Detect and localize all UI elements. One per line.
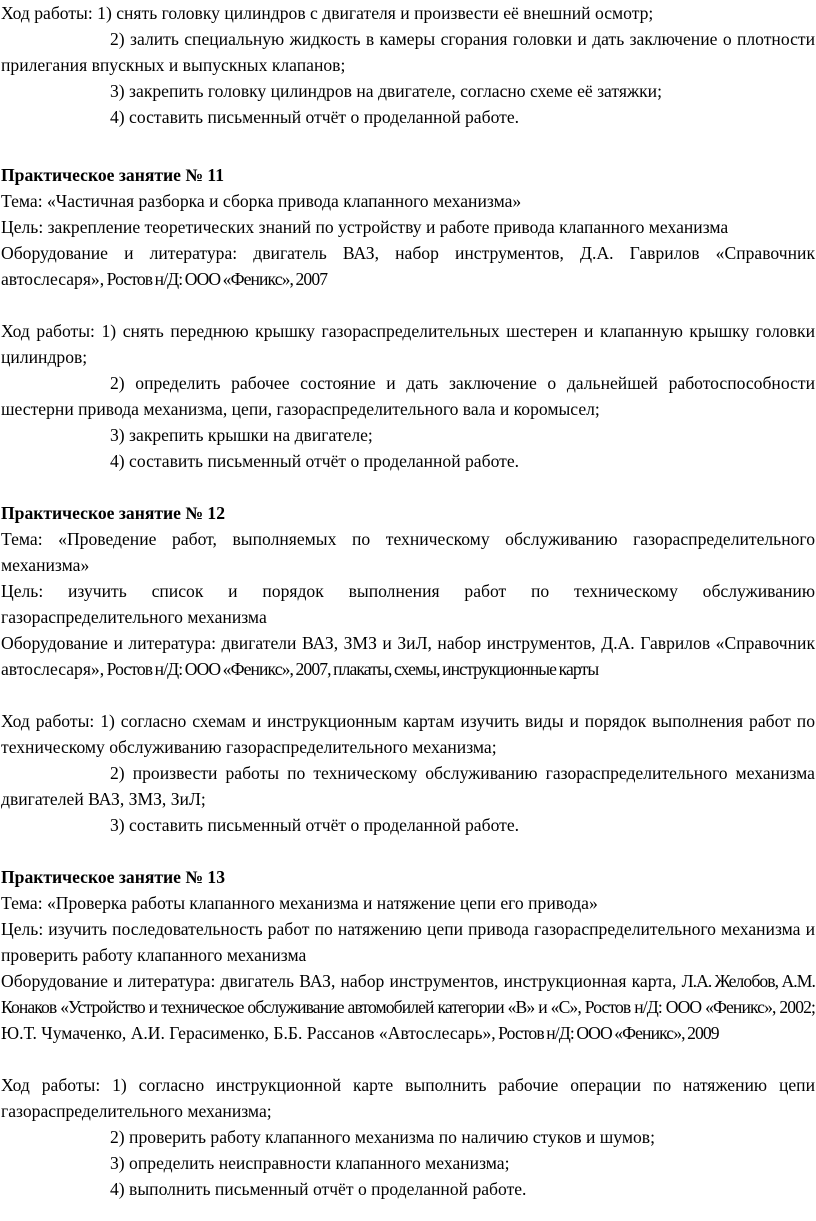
- spacer: [1, 1046, 815, 1072]
- section-heading: Практическое занятие № 12: [1, 503, 226, 523]
- work-step: 3) составить письменный отчёт о проделанной работе.: [110, 815, 520, 835]
- section-heading: Практическое занятие № 11: [1, 165, 225, 185]
- work-step: 4) составить письменный отчёт о проделанной работе.: [110, 451, 520, 471]
- work-procedure-lead: Ход работы: 1) снять головку цилиндров с двигателя и произвести её внешний осмотр;: [1, 3, 654, 23]
- equipment-line: [1, 968, 815, 1046]
- equipment-line: [1, 240, 815, 292]
- equipment-publisher: Ростов н/Д: ООО «Феникс», 2009: [495, 1023, 719, 1043]
- spacer: [1, 292, 815, 318]
- equipment-text: Оборудование и литература: двигатель ВАЗ, набор инструментов, инструкционная карта,: [1, 971, 682, 991]
- spacer: [1, 682, 815, 708]
- topic-line: Тема: «Проверка работы клапанного механизма и натяжение цепи его привода»: [1, 893, 598, 913]
- goal-line: Цель: изучить список и порядок выполнения работ по техническому обслуживанию газораспределительного механизма: [1, 581, 815, 627]
- goal-line: Цель: закрепление теоретических знаний по устройству и работе привода клапанного механизма: [1, 217, 729, 237]
- goal-line: Цель: изучить последовательность работ по натяжению цепи привода газораспределительного механизма и проверить работу клапанного механизма: [1, 919, 815, 965]
- equipment-line: [1, 630, 815, 682]
- work-step: 2) проверить работу клапанного механизма по наличию стуков и шумов;: [110, 1127, 656, 1147]
- work-step: 3) закрепить головку цилиндров на двигателе, согласно схеме её затяжки;: [110, 81, 662, 101]
- spacer: [1, 474, 815, 500]
- equipment-text: Оборудование и литература: двигатели ВАЗ, ЗМЗ и ЗиЛ, набор инструментов, Д.А. Гаврилов «Справочник автослесаря»,: [1, 633, 815, 679]
- work-step: 4) составить письменный отчёт о проделанной работе.: [110, 107, 520, 127]
- topic-line: Тема: «Проведение работ, выполняемых по техническому обслуживанию газораспределительного механизма»: [1, 529, 815, 575]
- equipment-reference: Ю.Т. Чумаченко, А.И. Герасименко, Б.Б. Рассанов «Автослесарь»,: [1, 1023, 496, 1043]
- work-step: 3) закрепить крышки на двигателе;: [110, 425, 373, 445]
- work-procedure-lead: Ход работы: 1) согласно инструкционной карте выполнить рабочие операции по натяжению цепи газораспределительного механизма;: [1, 1075, 815, 1121]
- work-step: 2) определить рабочее состояние и дать заключение о дальнейшей работоспособности шестерни привода механизма, цепи, газораспределительного вала и коромысел;: [1, 373, 815, 419]
- spacer: [1, 130, 815, 162]
- work-step: 2) залить специальную жидкость в камеры сгорания головки и дать заключение о плотности прилегания впускных и выпускных клапанов;: [1, 29, 815, 75]
- spacer: [1, 838, 815, 864]
- section-heading: Практическое занятие № 13: [1, 867, 226, 887]
- equipment-publisher: Ростов н/Д: ООО «Феникс», 2007, плакаты, схемы, инструкционные карты: [104, 659, 599, 679]
- equipment-reference: Л.А. Желобов, А.М. Конаков «Устройство и техническое обслуживание автомобилей категории «В» и «С», Ростов н/Д: ООО «Феникс», 2002;: [1, 971, 816, 1017]
- equipment-text: Оборудование и литература: двигатель ВАЗ, набор инструментов, Д.А. Гаврилов «Справочник автослесаря»,: [1, 243, 815, 289]
- topic-line: Тема: «Частичная разборка и сборка привода клапанного механизма»: [1, 191, 522, 211]
- work-step: 4) выполнить письменный отчёт о проделанной работе.: [110, 1179, 527, 1199]
- work-step: 3) определить неисправности клапанного механизма;: [110, 1153, 510, 1173]
- work-procedure-lead: Ход работы: 1) согласно схемам и инструкционным картам изучить виды и порядок выполнения работ по техническому обслуживанию газораспределительного механизма;: [1, 711, 815, 757]
- equipment-publisher: Ростов н/Д: ООО «Феникс», 2007: [104, 269, 328, 289]
- work-procedure-lead: Ход работы: 1) снять переднюю крышку газораспределительных шестерен и клапанную крышку головки цилиндров;: [1, 321, 815, 367]
- work-step: 2) произвести работы по техническому обслуживанию газораспределительного механизма двигателей ВАЗ, ЗМЗ, ЗиЛ;: [1, 763, 815, 809]
